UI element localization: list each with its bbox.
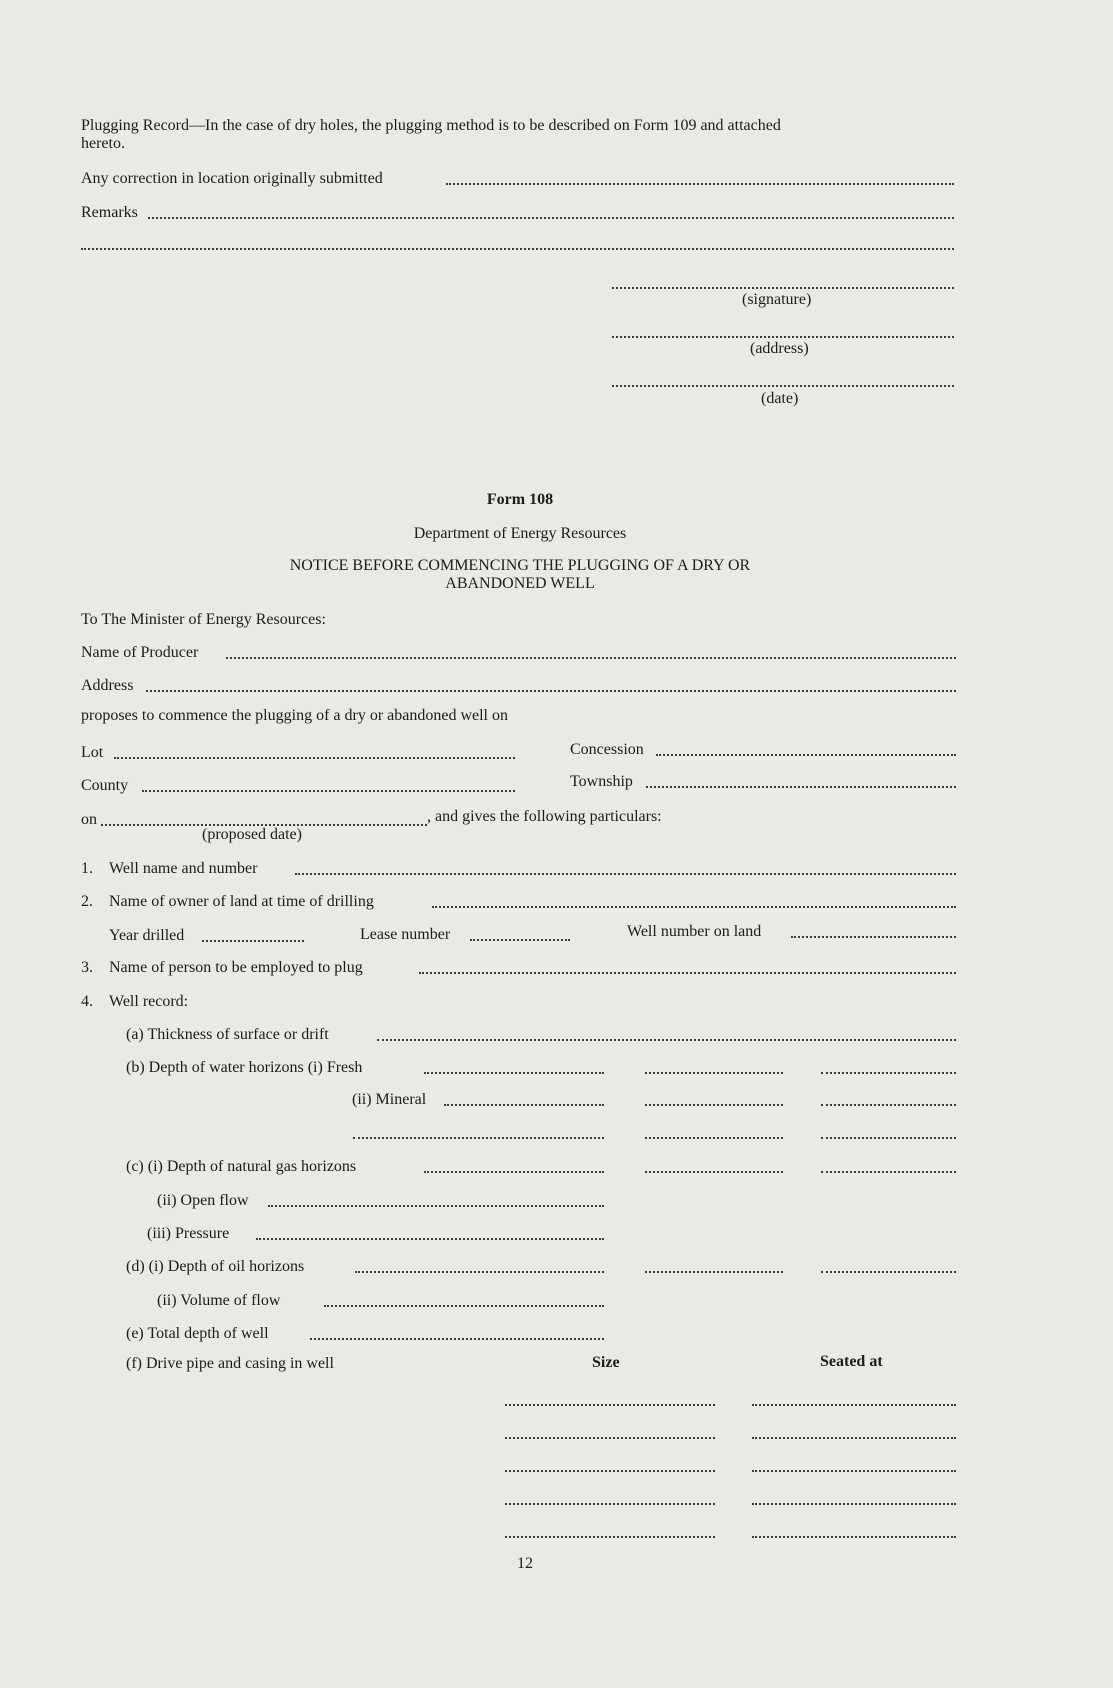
well-record-label: Well record: (109, 993, 189, 1010)
lease-number-label: Lease number (360, 926, 451, 943)
casing-label: (f) Drive pipe and casing in well (126, 1355, 334, 1372)
volume-of-flow-label: (ii) Volume of flow (157, 1292, 281, 1309)
casing-seated-field-2[interactable] (752, 1437, 956, 1439)
well-name-field[interactable] (295, 873, 956, 875)
water-extra-field-3[interactable] (821, 1137, 956, 1139)
total-depth-field[interactable] (310, 1338, 604, 1340)
form-title-cont: ABANDONED WELL (445, 575, 595, 592)
gas-horizons-label: (c) (i) Depth of natural gas horizons (126, 1158, 357, 1175)
pressure-label: (iii) Pressure (147, 1225, 230, 1242)
remarks-field-line2[interactable] (81, 248, 954, 250)
page-number: 12 (517, 1555, 533, 1572)
producer-field[interactable] (226, 657, 956, 659)
casing-seated-field-3[interactable] (752, 1470, 956, 1472)
remarks-label: Remarks (81, 204, 138, 221)
county-label: County (81, 777, 129, 794)
casing-seated-field-5[interactable] (752, 1536, 956, 1538)
plugging-record-text-cont: hereto. (81, 135, 125, 152)
date-line[interactable] (612, 385, 954, 387)
lease-number-field[interactable] (470, 939, 570, 941)
fresh-water-field-1[interactable] (424, 1072, 604, 1074)
date-caption: (date) (761, 390, 799, 407)
lot-field[interactable] (114, 757, 515, 759)
fresh-water-field-2[interactable] (645, 1072, 783, 1074)
casing-size-field-2[interactable] (505, 1437, 715, 1439)
land-owner-label: Name of owner of land at time of drilling (109, 893, 374, 910)
item-3-number: 3. (81, 959, 93, 976)
plugger-name-label: Name of person to be employed to plug (109, 959, 363, 976)
water-extra-field-1[interactable] (353, 1137, 604, 1139)
proposed-date-caption: (proposed date) (202, 826, 302, 843)
drift-thickness-label: (a) Thickness of surface or drift (126, 1026, 329, 1043)
address-caption: (address) (750, 340, 809, 357)
lot-label: Lot (81, 744, 104, 761)
remarks-field[interactable] (148, 217, 954, 219)
gas-horizons-field-3[interactable] (821, 1171, 956, 1173)
particulars-text: , and gives the following particulars: (427, 808, 662, 825)
oil-horizons-field-2[interactable] (645, 1271, 783, 1273)
oil-horizons-field-3[interactable] (821, 1271, 956, 1273)
casing-seated-field-4[interactable] (752, 1503, 956, 1505)
open-flow-field[interactable] (268, 1205, 604, 1207)
volume-of-flow-field[interactable] (324, 1305, 604, 1307)
plugger-name-field[interactable] (419, 972, 956, 974)
item-2-number: 2. (81, 893, 93, 910)
signature-caption: (signature) (742, 291, 812, 308)
form-number: Form 108 (486, 491, 554, 508)
correction-label: Any correction in location originally submitted (81, 170, 383, 187)
fresh-water-label: (b) Depth of water horizons (i) Fresh (126, 1059, 363, 1076)
proposes-text: proposes to commence the plugging of a dry or abandoned well on (81, 707, 508, 724)
casing-size-field-4[interactable] (505, 1503, 715, 1505)
casing-size-field-3[interactable] (505, 1470, 715, 1472)
casing-size-field-1[interactable] (505, 1404, 715, 1406)
mineral-water-label: (ii) Mineral (352, 1091, 427, 1108)
casing-seated-field-1[interactable] (752, 1404, 956, 1406)
plugging-record-text: Plugging Record—In the case of dry holes, the plugging method is to be described on Form 109 and attached (81, 117, 781, 134)
producer-address-field[interactable] (146, 690, 956, 692)
gas-horizons-field-1[interactable] (424, 1171, 604, 1173)
drift-thickness-field[interactable] (377, 1039, 956, 1041)
form-title: NOTICE BEFORE COMMENCING THE PLUGGING OF A DRY OR (289, 557, 751, 574)
department-name: Department of Energy Resources (413, 525, 627, 542)
item-1-number: 1. (81, 860, 93, 877)
fresh-water-field-3[interactable] (821, 1072, 956, 1074)
on-label: on (81, 811, 97, 828)
concession-field[interactable] (656, 754, 956, 756)
item-4-number: 4. (81, 993, 93, 1010)
gas-horizons-field-2[interactable] (645, 1171, 783, 1173)
concession-label: Concession (570, 741, 644, 758)
well-number-on-land-field[interactable] (791, 936, 956, 938)
seated-at-header: Seated at (820, 1353, 883, 1370)
signature-line[interactable] (612, 287, 954, 289)
land-owner-field[interactable] (432, 906, 956, 908)
producer-label: Name of Producer (81, 644, 199, 661)
casing-size-field-5[interactable] (505, 1536, 715, 1538)
size-header: Size (592, 1354, 620, 1371)
correction-field[interactable] (446, 183, 954, 185)
well-name-label: Well name and number (109, 860, 258, 877)
township-label: Township (570, 773, 633, 790)
water-extra-field-2[interactable] (645, 1137, 783, 1139)
address-line[interactable] (612, 336, 954, 338)
oil-horizons-label: (d) (i) Depth of oil horizons (126, 1258, 305, 1275)
well-number-on-land-label: Well number on land (627, 923, 762, 940)
address-label: Address (81, 677, 134, 694)
township-field[interactable] (646, 786, 956, 788)
year-drilled-field[interactable] (202, 940, 304, 942)
addressee: To The Minister of Energy Resources: (81, 611, 326, 628)
total-depth-label: (e) Total depth of well (126, 1325, 269, 1342)
county-field[interactable] (142, 790, 515, 792)
mineral-water-field-3[interactable] (821, 1104, 956, 1106)
mineral-water-field-2[interactable] (645, 1104, 783, 1106)
pressure-field[interactable] (256, 1238, 604, 1240)
oil-horizons-field-1[interactable] (355, 1271, 604, 1273)
open-flow-label: (ii) Open flow (157, 1192, 249, 1209)
year-drilled-label: Year drilled (109, 927, 185, 944)
mineral-water-field-1[interactable] (444, 1104, 604, 1106)
